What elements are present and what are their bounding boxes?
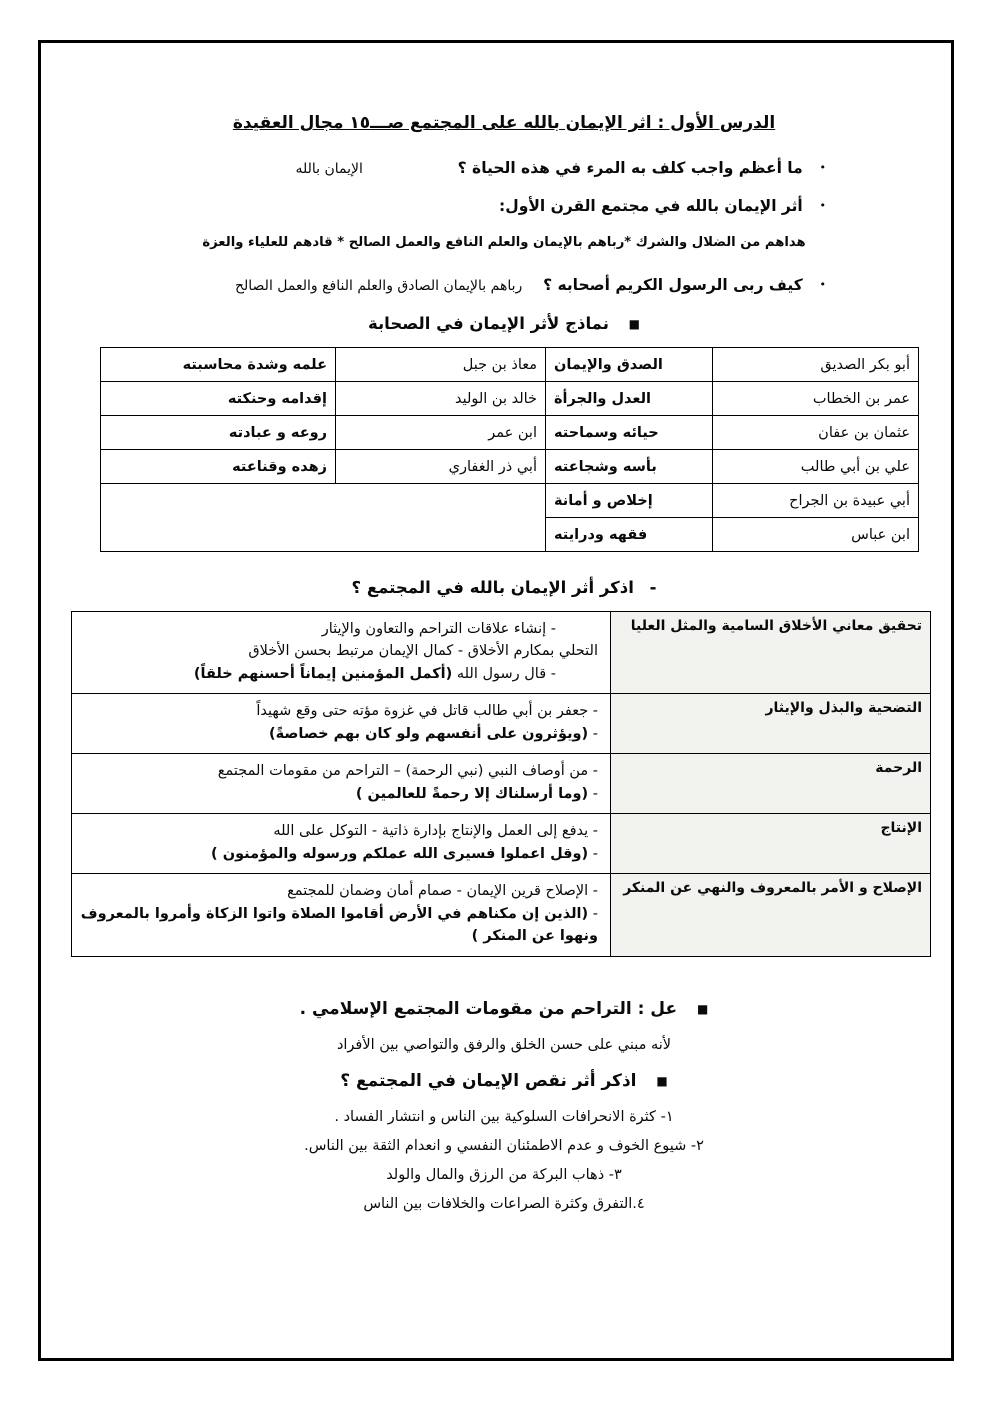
effect-details: [72, 754, 611, 814]
companion-name: أبو بكر الصديق: [713, 348, 919, 382]
detail-line: - (ويؤثرون على أنفسهم ولو كان بهم خصاصةً): [268, 725, 598, 742]
mercy-reason-answer: لأنه مبني على حسن الخلق والرفق والتواصي بين الأفراد: [336, 1036, 672, 1053]
question-answer: الإيمان بالله: [295, 161, 363, 177]
table-row: [101, 348, 919, 382]
table-row: [101, 382, 919, 416]
detail-line: - (وقل اعملوا فسيرى الله عملكم ورسوله والمؤمنون ): [211, 845, 598, 862]
list-item: ٤.التفرق وكثرة الصراعات والخلافات بين الناس: [363, 1195, 645, 1212]
table-row: [101, 484, 919, 518]
square-bullet-icon: ■: [628, 317, 640, 331]
dash-bullet-icon: -: [649, 578, 657, 597]
detail-line: - من أوصاف النبي (نبي الرحمة) – التراحم من مقومات المجتمع: [217, 763, 598, 780]
table-row: [72, 694, 931, 754]
bullet-dot-icon: •: [819, 161, 826, 174]
table-row: [72, 874, 931, 956]
companion-trait: روعه و عبادته: [101, 416, 336, 450]
bullet-dot-icon: •: [819, 278, 826, 291]
effect-category: التضحية والبذل والإيثار: [611, 694, 931, 754]
faith-effects-table: [71, 611, 931, 957]
square-bullet-icon: ■: [697, 1001, 709, 1016]
detail-line: - قال رسول الله (أكمل المؤمنين إيماناً أحسنهم خلقاً): [193, 665, 556, 682]
detail-line: التحلي بمكارم الأخلاق - كمال الإيمان مرتبط بحسن الأخلاق: [248, 643, 598, 660]
empty-merged-cell: [101, 484, 546, 552]
question-text: أثر الإيمان بالله في مجتمع القرن الأول:: [499, 197, 803, 215]
first-century-answer: هداهم من الضلال والشرك *رباهم بالإيمان والعلم النافع والعمل الصالح * قادهم للعلياء والعزة: [202, 235, 806, 250]
companion-name: عثمان بن عفان: [713, 416, 919, 450]
effect-details: [72, 814, 611, 874]
effect-details: [72, 694, 611, 754]
companion-trait: حيائه وسماحته: [546, 416, 713, 450]
bullet-dot-icon: •: [819, 199, 826, 212]
page-content: [41, 43, 951, 1212]
effect-details: [72, 874, 611, 956]
detail-line: - جعفر بن أبي طالب قاتل في غزوة مؤته حتى وقع شهيداً: [256, 703, 598, 720]
companion-trait: إقدامه وحنكته: [101, 382, 336, 416]
section-heading-text: عل : التراحم من مقومات المجتمع الإسلامي .: [299, 998, 678, 1019]
companion-name: ابن عباس: [713, 518, 919, 552]
table-row: [72, 814, 931, 874]
question-greatest-duty: [77, 159, 931, 177]
companion-name: عمر بن الخطاب: [713, 382, 919, 416]
page-title: الدرس الأول : اثر الإيمان بالله على المجتمع صـــ١٥ مجال العقيدة: [232, 113, 776, 133]
table-row: [101, 416, 919, 450]
companion-trait: الصدق والإيمان: [546, 348, 713, 382]
question-answer: رباهم بالإيمان الصادق والعلم النافع والعمل الصالح: [234, 278, 523, 294]
list-item: ١- كثرة الانحرافات السلوكية بين الناس و انتشار الفساد .: [334, 1108, 674, 1125]
question-prophet-raising: [77, 276, 931, 294]
table-row: [101, 450, 919, 484]
list-item: ٢- شيوع الخوف و عدم الاطمئنان النفسي و انعدام الثقة بين الناس.: [304, 1137, 704, 1154]
list-item: ٣- ذهاب البركة من الرزق والمال والولد: [386, 1166, 622, 1183]
detail-line: - إنشاء علاقات التراحم والتعاون والإيثار: [321, 621, 556, 637]
society-section-heading: [77, 578, 931, 597]
effect-category: تحقيق معاني الأخلاق السامية والمثل العليا: [611, 612, 931, 694]
page-border-frame: [38, 40, 954, 1361]
companion-name: خالد بن الوليد: [336, 382, 546, 416]
companion-trait: زهده وقناعته: [101, 450, 336, 484]
faith-deficiency-list: [77, 1109, 931, 1212]
effect-category: الإنتاج: [611, 814, 931, 874]
table-row: [72, 754, 931, 814]
effect-category: الرحمة: [611, 754, 931, 814]
companion-trait: فقهه ودرايته: [546, 518, 713, 552]
bottom-section: [77, 999, 931, 1212]
detail-line: - (وما أرسلناك إلا رحمةً للعالمين ): [355, 785, 598, 802]
companion-name: ابن عمر: [336, 416, 546, 450]
companion-name: معاذ بن جبل: [336, 348, 546, 382]
table-row: [72, 612, 931, 694]
question-text: ما أعظم واجب كلف به المرء في هذه الحياة ؟: [457, 159, 803, 177]
companion-trait: علمه وشدة محاسبته: [101, 348, 336, 382]
companion-name: أبي ذر الغفاري: [336, 450, 546, 484]
effect-details: [72, 612, 611, 694]
faith-deficiency-heading: [77, 1071, 931, 1091]
mercy-reason-heading: [77, 999, 931, 1019]
section-heading-text: اذكر أثر الإيمان بالله في المجتمع ؟: [351, 578, 634, 597]
companion-trait: العدل والجرأة: [546, 382, 713, 416]
section-heading-text: اذكر أثر نقص الإيمان في المجتمع ؟: [340, 1070, 637, 1091]
companion-name: علي بن أبي طالب: [713, 450, 919, 484]
detail-line: - (الذين إن مكناهم في الأرض أقاموا الصلاة واتوا الزكاة وأمروا بالمعروف ونهوا عن المنكر ): [80, 905, 598, 945]
detail-line: - الإصلاح قرين الإيمان - صمام أمان وضمان للمجتمع: [287, 883, 598, 900]
companions-table: [100, 347, 919, 552]
square-bullet-icon: ■: [656, 1073, 668, 1088]
companion-name: أبي عبيدة بن الجراح: [713, 484, 919, 518]
companion-trait: بأسه وشجاعته: [546, 450, 713, 484]
question-text: كيف ربى الرسول الكريم أصحابه ؟: [543, 276, 803, 294]
effect-category: الإصلاح و الأمر بالمعروف والنهي عن المنكر: [611, 874, 931, 956]
detail-line: - يدفع إلى العمل والإنتاج بإدارة ذاتية - التوكل على الله: [273, 823, 598, 840]
section-heading-text: نماذج لأثر الإيمان في الصحابة: [367, 314, 609, 333]
companions-section-heading: [77, 314, 931, 333]
question-first-century: [77, 197, 931, 215]
companion-trait: إخلاص و أمانة: [546, 484, 713, 518]
